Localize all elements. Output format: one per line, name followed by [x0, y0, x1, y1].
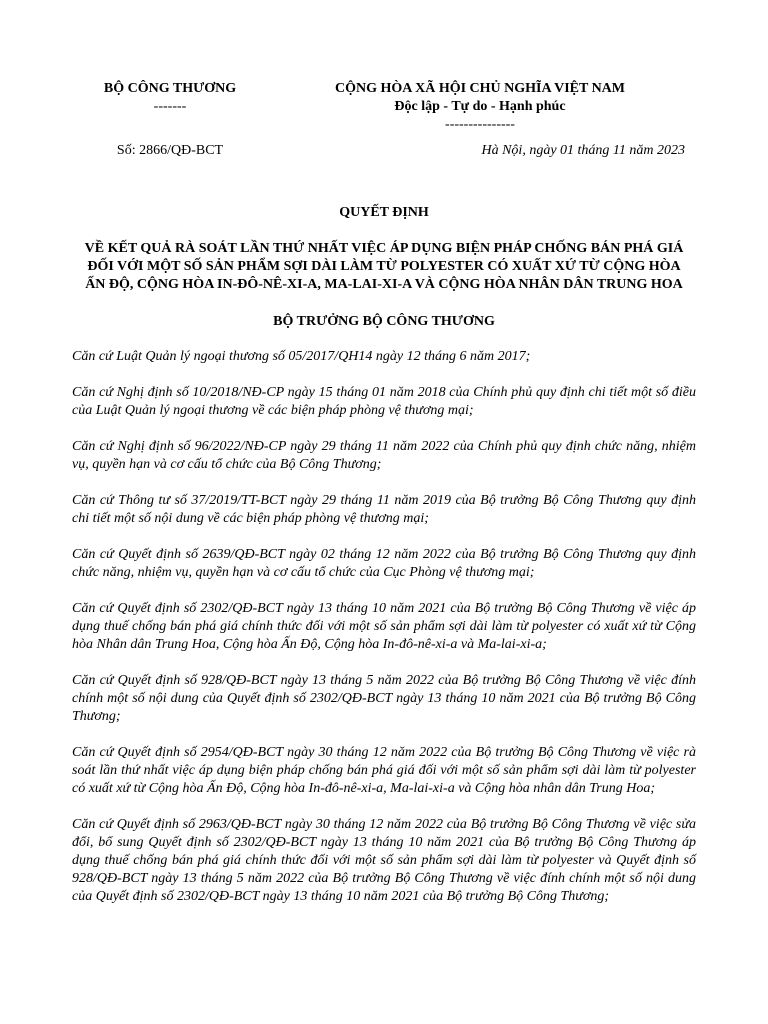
document-number: Số: 2866/QĐ-BCT: [116, 143, 224, 158]
legal-basis-item: Căn cứ Quyết định số 2302/QĐ-BCT ngày 13 tháng 10 năm 2021 của Bộ trưởng Bộ Công Thương về việc áp dụng thuế chống bán phá giá chính thức đối với một số sản phẩm sợi dài làm từ polyester có xuất xứ từ Cộng hòa Nhân dân Trung Hoa, Cộng hòa Ấn Độ, Cộng hòa In-đô-nê-xi-a và Ma-lai-xi-a;: [72, 601, 696, 652]
legal-basis-item: Căn cứ Quyết định số 2639/QĐ-BCT ngày 02 tháng 12 năm 2022 của Bộ trưởng Bộ Công Thương quy định chức năng, nhiệm vụ, quyền hạn và cơ cấu tổ chức của Cục Phòng vệ thương mại;: [72, 547, 696, 580]
country-name: CỘNG HÒA XÃ HỘI CHỦ NGHĨA VIỆT NAM: [334, 81, 625, 96]
legal-basis-item: Căn cứ Nghị định số 96/2022/NĐ-CP ngày 29 tháng 11 năm 2022 của Chính phủ quy định chức năng, nhiệm vụ, quyền hạn và cơ cấu tổ chức của Bộ Công Thương;: [72, 439, 696, 472]
ministry-header: [60, 80, 280, 116]
document-title: QUYẾT ĐỊNH: [339, 205, 429, 220]
national-header: [300, 80, 660, 134]
legal-basis-item: Căn cứ Nghị định số 10/2018/NĐ-CP ngày 15 tháng 01 năm 2018 của Chính phủ quy định chi tiết một số điều của Luật Quản lý ngoại thương về các biện pháp phòng vệ thương mại;: [72, 385, 696, 418]
subject-line: VỀ KẾT QUẢ RÀ SOÁT LẦN THỨ NHẤT VIỆC ÁP DỤNG BIỆN PHÁP CHỐNG BÁN PHÁ GIÁ: [84, 241, 684, 256]
motto-rule: ---------------: [445, 117, 515, 132]
document-subject: [60, 240, 708, 294]
legal-basis-item: Căn cứ Luật Quản lý ngoại thương số 05/2017/QH14 ngày 12 tháng 6 năm 2017;: [72, 349, 531, 364]
national-motto: Độc lập - Tự do - Hạnh phúc: [394, 99, 566, 114]
legal-bases: [72, 348, 696, 924]
place-date: Hà Nội, ngày 01 tháng 11 năm 2023: [481, 143, 685, 158]
legal-basis-item: Căn cứ Quyết định số 928/QĐ-BCT ngày 13 tháng 5 năm 2022 của Bộ trưởng Bộ Công Thương về việc đính chính một số nội dung của Quyết định số 2302/QĐ-BCT ngày 13 tháng 10 năm 2021 của Bộ trưởng Bộ Công Thương;: [72, 673, 696, 724]
legal-basis-item: Căn cứ Thông tư số 37/2019/TT-BCT ngày 29 tháng 11 năm 2019 của Bộ trưởng Bộ Công Thương quy định chi tiết một số nội dung về các biện pháp phòng vệ thương mại;: [72, 493, 696, 526]
legal-basis-item: Căn cứ Quyết định số 2963/QĐ-BCT ngày 30 tháng 12 năm 2022 của Bộ trưởng Bộ Công Thương về việc sửa đổi, bổ sung Quyết định số 2302/QĐ-BCT ngày 13 tháng 10 năm 2021 của Bộ trưởng Bộ Công Thương áp dụng thuế chống bán phá giá chính thức đối với một số sản phẩm sợi dài làm từ polyester và Quyết định số 928/QĐ-BCT ngày 13 tháng 5 năm 2022 của Bộ trưởng Bộ Công Thương về việc đính chính một số nội dung của Quyết định số 2302/QĐ-BCT ngày 13 tháng 10 năm 2021 của Bộ trưởng Bộ Công Thương;: [72, 817, 696, 904]
ministry-rule: -------: [153, 99, 187, 114]
issuing-authority: BỘ TRƯỞNG BỘ CÔNG THƯƠNG: [273, 314, 495, 329]
legal-basis-item: Căn cứ Quyết định số 2954/QĐ-BCT ngày 30 tháng 12 năm 2022 của Bộ trưởng Bộ Công Thương về việc rà soát lần thứ nhất việc áp dụng biện pháp chống bán phá giá đối với một số sản phẩm sợi dài làm từ polyester có xuất xứ từ Cộng hòa Ấn Độ, Cộng hòa In-đô-nê-xi-a, Ma-lai-xi-a và Cộng hòa nhân dân Trung Hoa;: [72, 745, 696, 796]
subject-line: ĐỐI VỚI MỘT SỐ SẢN PHẨM SỢI DÀI LÀM TỪ POLYESTER CÓ XUẤT XỨ TỪ CỘNG HÒA: [87, 259, 681, 274]
ministry-name: BỘ CÔNG THƯƠNG: [103, 81, 237, 96]
subject-line: ẤN ĐỘ, CỘNG HÒA IN-ĐÔ-NÊ-XI-A, MA-LAI-XI-A VÀ CỘNG HÒA NHÂN DÂN TRUNG HOA: [85, 277, 683, 292]
